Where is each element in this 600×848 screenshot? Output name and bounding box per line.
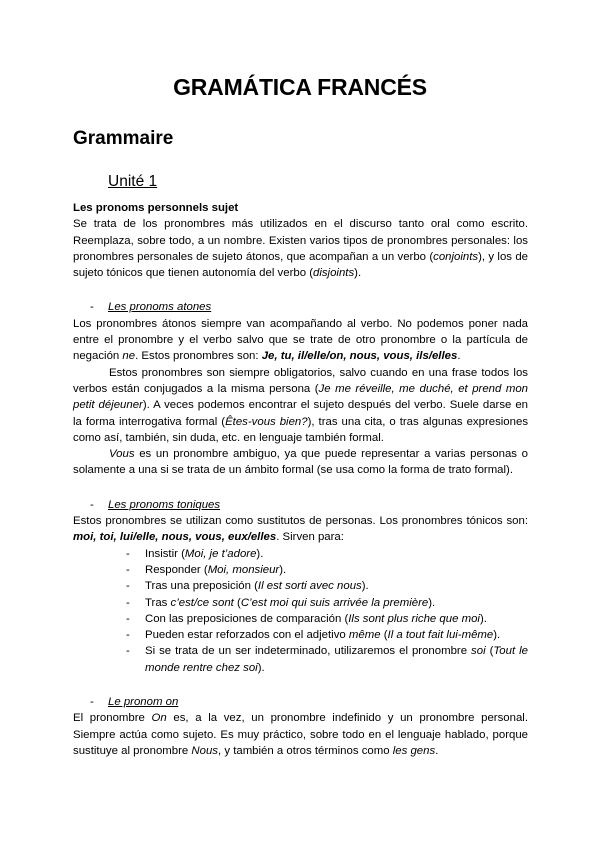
dash-marker: - — [90, 498, 94, 511]
atones-paragraph-2: Estos pronombres son siempre obligatorios, salvo cuando en una frase todos los verbos están conjugados a la misma persona (Je me réveille, me duché, et prend mon petit déjeuner). A veces podemos encontrar el sujeto después del verbo. Suele darse en la forma interrogativa formal (Êtes-vous bien?), tras una cita, o tras algunas expresiones como así, también, sin duda, etc. en lenguaje también formal. — [73, 366, 529, 444]
section-heading: Grammaire — [73, 128, 174, 149]
list-item: - Tras una preposición (Il est sorti avec nous). — [126, 580, 369, 593]
toniques-paragraph: Estos pronombres se utilizan como sustitutos de personas. Los pronombres tónicos son: moi, toi, lui/elle, nous, vous, eux/elles. Sirven para: — [73, 515, 528, 544]
list-item: - Con las preposiciones de comparación (Ils sont plus riche que moi). — [126, 612, 487, 625]
subheading-on: - Le pronom on — [73, 694, 528, 710]
subheading-toniques: - Les pronoms toniques — [73, 497, 528, 513]
document-body — [73, 200, 528, 759]
atones-paragraph-3: Vous es un pronombre ambiguo, ya que puede representar a varias personas o solamente a una si se trata de un ámbito formal (se usa como la forma de trato formal). — [73, 448, 528, 477]
dash-marker: - — [90, 696, 94, 709]
document-title: GRAMÁTICA FRANCÉS — [173, 74, 427, 100]
list-item: - Si se trata de un ser indeterminado, utilizaremos el pronombre soi (Tout le monde rentre chez soi). — [126, 645, 528, 674]
toniques-uses-list — [73, 546, 528, 676]
on-paragraph: El pronombre On es, a la vez, un pronombre indefinido y un pronombre personal. Siempre actúa como sujeto. Es muy práctico, sobre todo en el lenguaje hablado, porque sustituye al pronombre Nous, y también a otros términos como les gens. — [73, 712, 528, 757]
list-item: - Tras c’est/ce sont (C’est moi qui suis arrivée la première). — [126, 596, 436, 609]
subheading-atones: - Les pronoms atones — [73, 299, 528, 315]
dash-marker: - — [90, 301, 94, 314]
list-item: - Insistir (Moi, je t’adore). — [126, 547, 264, 560]
subsection-heading-sujet: Les pronoms personnels sujet — [73, 202, 239, 214]
unit-heading: Unité 1 — [108, 173, 158, 190]
intro-paragraph: Se trata de los pronombres más utilizados en el discurso tanto oral como escrito. Reemplaza, sobre todo, a un nombre. Existen varios tipos de pronombres personales: los pronombres personales de sujeto átonos, que acompañan a un verbo (conjoints), y los de sujeto tónicos que tienen autonomía del verbo (disjoints). — [73, 218, 528, 280]
atones-paragraph-1: Los pronombres átonos siempre van acompañando al verbo. No podemos poner nada entre el pronombre y el verbo salvo que se trate de otro pronombre o la partícula de negación ne. Estos pronombres son: Je, tu, il/elle/on, nous, vous, ils/elles. — [73, 317, 528, 363]
list-item: - Pueden estar reforzados con el adjetivo même (Il a tout fait lui-même). — [126, 629, 501, 642]
list-item: - Responder (Moi, monsieur). — [126, 563, 287, 576]
